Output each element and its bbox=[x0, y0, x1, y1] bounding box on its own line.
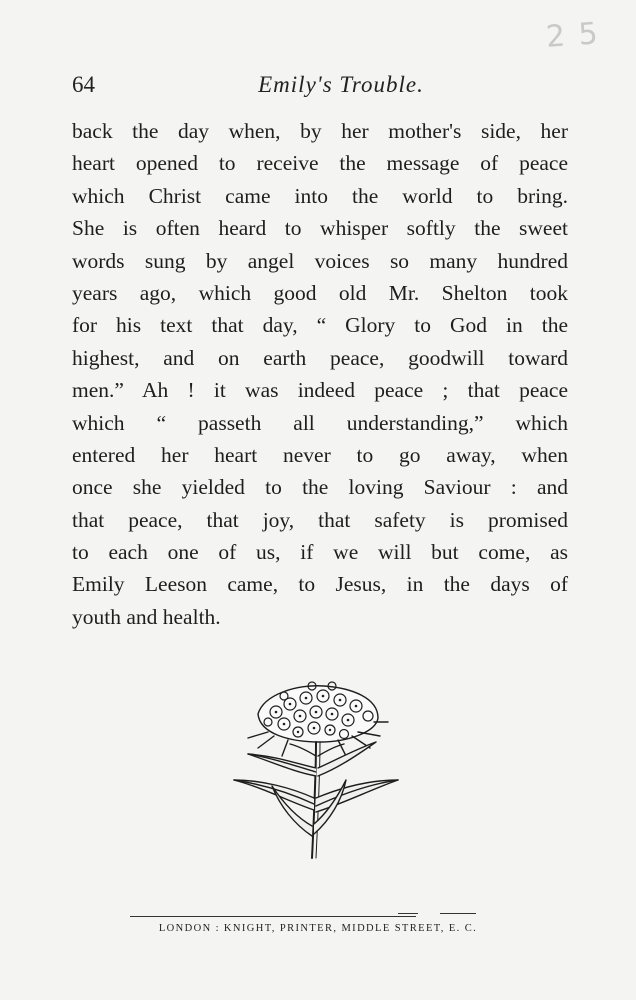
text-line: men.” Ah ! it was indeed peace ; that peace bbox=[72, 378, 568, 403]
text-line: Emily Leeson came, to Jesus, in the days of bbox=[72, 572, 568, 597]
text-line: heart opened to receive the message of peace bbox=[72, 151, 568, 176]
pencil-annotation: 2 5 bbox=[544, 16, 601, 55]
text-line: for his text that day, “ Glory to God in the bbox=[72, 313, 568, 338]
footer-rule-short bbox=[440, 913, 476, 914]
running-head: Emily's Trouble. bbox=[258, 72, 424, 97]
text-line: that peace, that joy, that safety is promised bbox=[72, 507, 568, 532]
text-line: once she yielded to the loving Saviour : and bbox=[72, 475, 568, 500]
sweet-william-flower-icon bbox=[228, 676, 408, 866]
text-line: She is often heard to whisper softly the sweet bbox=[72, 216, 568, 241]
footer-rule-short bbox=[398, 913, 418, 914]
text-line: words sung by angel voices so many hundred bbox=[72, 248, 568, 273]
text-line: entered her heart never to go away, when bbox=[72, 442, 568, 467]
body-text bbox=[72, 115, 568, 633]
text-line: years ago, which good old Mr. Shelton took bbox=[72, 280, 568, 305]
text-line: youth and health. bbox=[72, 604, 221, 629]
text-line: back the day when, by her mother's side, her bbox=[72, 119, 568, 143]
text-line: highest, and on earth peace, goodwill toward bbox=[72, 345, 568, 370]
text-line: which Christ came into the world to bring. bbox=[72, 183, 568, 208]
text-line: which “ passeth all understanding,” which bbox=[72, 410, 568, 435]
footer-rule bbox=[130, 916, 416, 917]
page-number: 64 bbox=[72, 72, 95, 97]
printer-imprint: LONDON : KNIGHT, PRINTER, MIDDLE STREET, E. C. bbox=[158, 923, 478, 934]
text-line: to each one of us, if we will but come, as bbox=[72, 540, 568, 565]
